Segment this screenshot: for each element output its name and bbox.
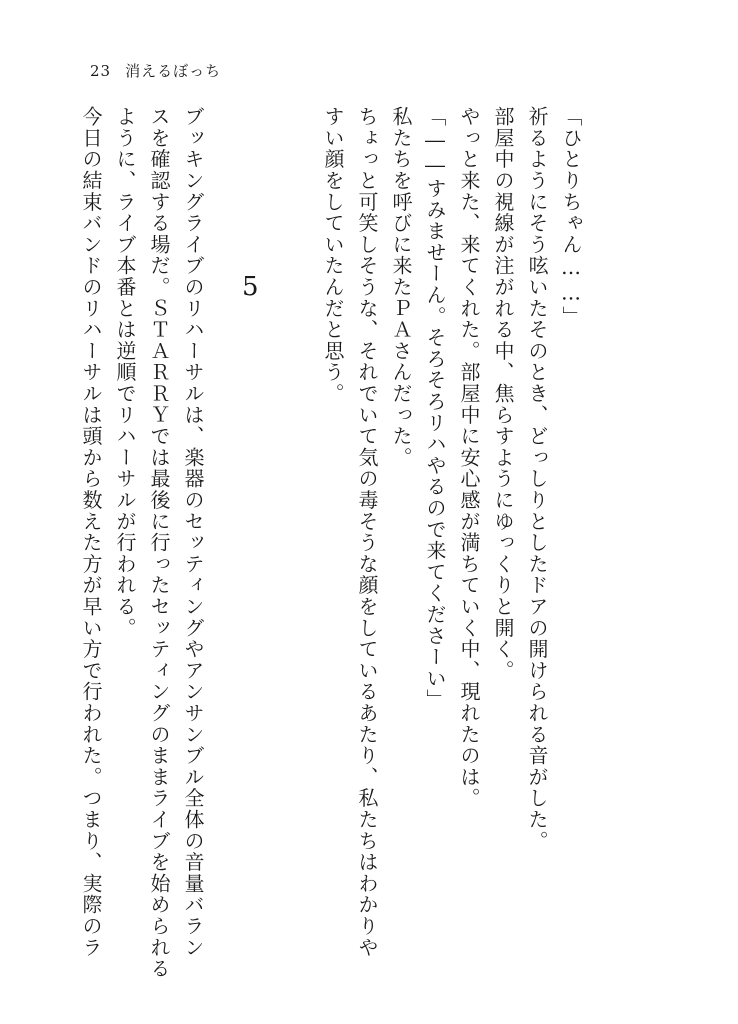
chapter-title: 消えるぼっち — [125, 62, 222, 80]
text-column-11: ように、ライブ本番とは逆順でリハーサルが行われる。 — [113, 106, 137, 639]
text-column-12: 今日の結束バンドのリハーサルは頭から数えた方が早い方で行われた。つまり、実際のラ — [79, 106, 103, 958]
text-column-4: やっと来た、来てくれた。部屋中に安心感が満ちていく中、現れたのは。 — [457, 106, 481, 809]
text-column-7: ちょっと可笑しそうな、それでいて気の毒そうな顔をしているあたり、私たちはわかりや — [355, 106, 379, 958]
text-column-10: スを確認する場だ。ＳＴＡＲＲＹでは最後に行ったセッティングのままライブを始められる — [147, 106, 171, 980]
page-number: 23 — [90, 62, 112, 80]
running-head — [90, 60, 221, 81]
text-column-1: 「ひとりちゃん……」 — [559, 106, 583, 327]
text-column-2: 祈るようにそう呟いたそのとき、どっしりとしたドアの開けられる音がした。 — [525, 106, 549, 852]
section-number: 5 — [242, 272, 259, 302]
text-column-9: ブッキングライブのリハーサルは、楽器のセッティングやアンサンブル全体の音量バラン — [181, 106, 205, 958]
text-column-6: 私たちを呼びに来たＰＡさんだった。 — [389, 106, 413, 469]
text-column-3: 部屋中の視線が注がれる中、焦らすようにゆっくりと開く。 — [491, 106, 515, 682]
text-column-5: 「――すみませーん。そろそろリハやるので来てくださーい」 — [423, 106, 447, 711]
text-column-8: すい顔をしていたんだと思う。 — [321, 106, 345, 405]
